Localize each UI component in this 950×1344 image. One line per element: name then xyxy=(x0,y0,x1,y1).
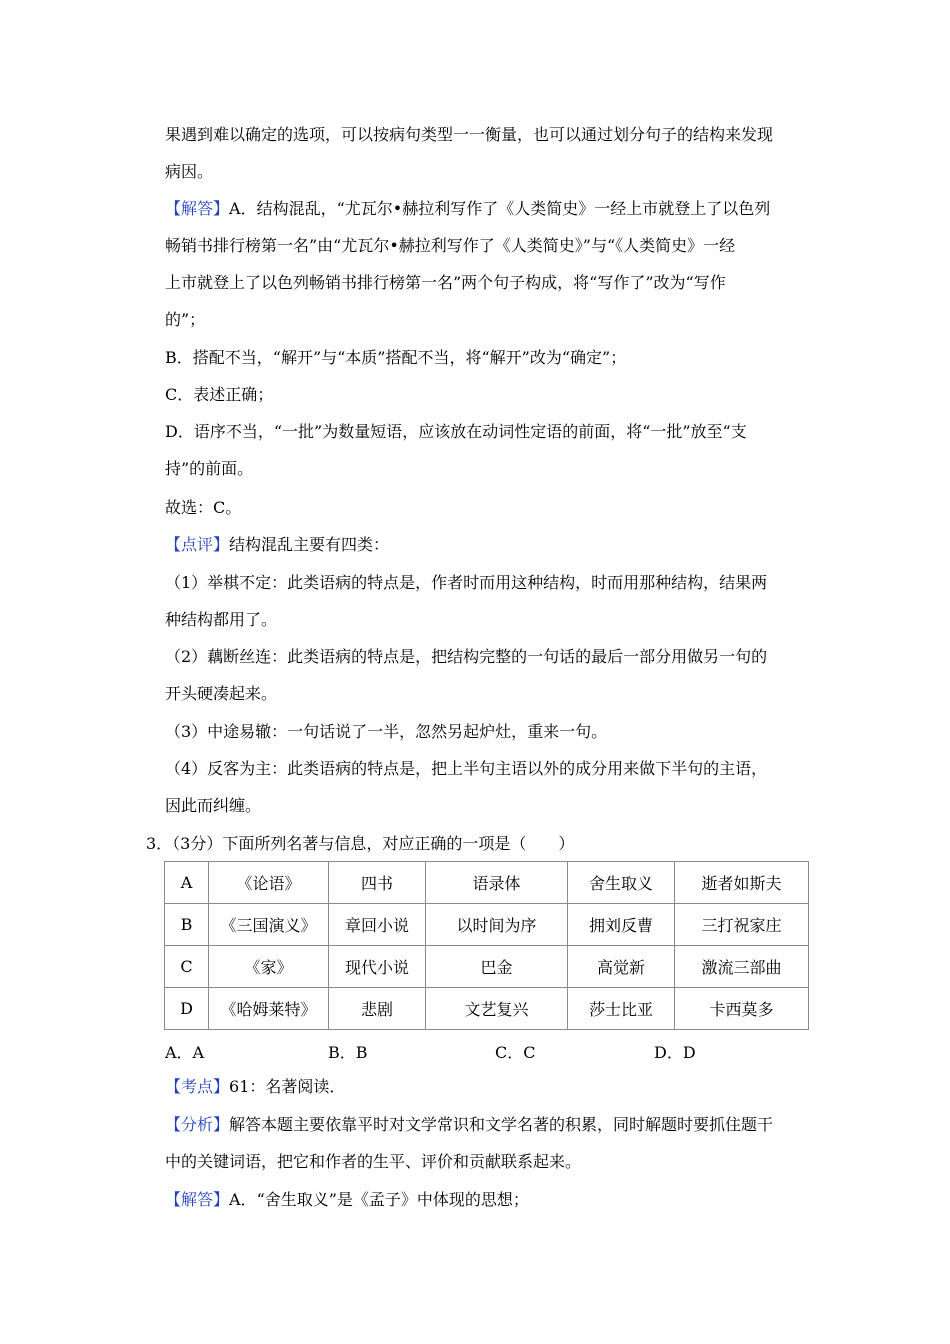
table-cell: 四书 xyxy=(329,862,426,904)
kaodian-tag: 【考点】 xyxy=(165,1077,230,1096)
text-line: 上市就登上了以色列畅销书排行榜第一名”两个句子构成，将“写作了”改为“写作 xyxy=(165,273,726,292)
table-cell: A xyxy=(165,862,209,904)
comment-item-1 xyxy=(165,564,810,638)
text-line: C．表述正确； xyxy=(165,385,274,404)
table-cell: 高觉新 xyxy=(568,946,675,988)
text-segment: 结构混乱主要有四类： xyxy=(229,535,390,554)
table-cell: B xyxy=(165,904,209,946)
table-row xyxy=(165,862,809,904)
text-line: （2）藕断丝连：此类语病的特点是，把结构完整的一句话的最后一部分用做另一句的 xyxy=(165,647,768,666)
text-line: D．语序不当，“一批”为数量短语，应该放在动词性定语的前面，将“一批”放至“支 xyxy=(165,422,747,441)
answer-option-c xyxy=(165,376,810,413)
table-cell: 《家》 xyxy=(209,946,329,988)
options-table xyxy=(164,861,809,1030)
table-cell: 文艺复兴 xyxy=(426,988,568,1030)
table-cell: 激流三部曲 xyxy=(675,946,809,988)
table-cell: 卡西莫多 xyxy=(675,988,809,1030)
comment-item-2 xyxy=(165,638,810,712)
fenxi-tag: 【分析】 xyxy=(165,1115,230,1134)
text-line xyxy=(165,526,810,563)
table-cell: 《论语》 xyxy=(209,862,329,904)
text-line: 病因。 xyxy=(165,162,214,181)
text-line: 开头硬凑起来。 xyxy=(165,684,278,703)
answer-paragraph xyxy=(165,190,810,338)
table-cell: D xyxy=(165,988,209,1030)
table-cell: 以时间为序 xyxy=(426,904,568,946)
choice-c: C．C xyxy=(495,1043,536,1062)
kaodian-paragraph xyxy=(165,1068,810,1105)
question-3-stem: 3．（3分）下面所列名著与信息，对应正确的一项是（ ） xyxy=(146,834,575,853)
text-line: （3）中途易辙：一句话说了一半，忽然另起炉灶，重来一句。 xyxy=(165,722,608,741)
text-segment: A．“舍生取义”是《孟子》中体现的思想； xyxy=(229,1190,529,1209)
fenxi-paragraph xyxy=(165,1106,810,1180)
table-cell: C xyxy=(165,946,209,988)
table-row xyxy=(165,946,809,988)
text-line xyxy=(165,1068,810,1105)
analysis-continuation xyxy=(165,116,810,190)
text-segment: A．结构混乱，“尤瓦尔•赫拉利写作了《人类简史》一经上市就登上了以色列 xyxy=(229,199,771,218)
table-cell: 语录体 xyxy=(426,862,568,904)
table-cell: 三打祝家庄 xyxy=(675,904,809,946)
table-cell: 章回小说 xyxy=(329,904,426,946)
table-cell: 悲剧 xyxy=(329,988,426,1030)
answer-choices xyxy=(165,1040,810,1062)
jieda-tag: 【解答】 xyxy=(165,1190,230,1209)
text-line: 持”的前面。 xyxy=(165,459,254,478)
text-segment: 解答本题主要依靠平时对文学常识和文学名著的积累，同时解题时要抓住题干 xyxy=(229,1115,774,1134)
text-line xyxy=(165,1106,810,1143)
table-cell: 莎士比亚 xyxy=(568,988,675,1030)
comment-tag: 【点评】 xyxy=(165,535,230,554)
table-cell: 《三国演义》 xyxy=(209,904,329,946)
comment-item-3 xyxy=(165,713,810,750)
table-cell: 现代小说 xyxy=(329,946,426,988)
table-row xyxy=(165,904,809,946)
text-line: （4）反客为主：此类语病的特点是，把上半句主语以外的成分用来做下半句的主语， xyxy=(165,759,768,778)
text-line xyxy=(165,1181,810,1218)
jieda-paragraph xyxy=(165,1181,810,1218)
choice-b: B．B xyxy=(328,1043,368,1062)
text-segment: 61：名著阅读． xyxy=(229,1077,346,1096)
comment-item-4 xyxy=(165,750,810,824)
text-line: 中的关键词语，把它和作者的生平、评价和贡献联系起来。 xyxy=(165,1152,582,1171)
table-cell: 巴金 xyxy=(426,946,568,988)
text-line: 果遇到难以确定的选项，可以按病句类型一一衡量，也可以通过划分句子的结构来发现 xyxy=(165,125,774,144)
choice-d: D．D xyxy=(654,1043,696,1062)
text-line: 故选：C。 xyxy=(165,498,242,517)
table-cell: 逝者如斯夫 xyxy=(675,862,809,904)
text-line: B．搭配不当，“解开”与“本质”搭配不当，将“解开”改为“确定”； xyxy=(165,348,627,367)
text-line xyxy=(165,190,810,227)
text-line: 种结构都用了。 xyxy=(165,610,278,629)
choice-a: A．A xyxy=(165,1043,205,1062)
table-row xyxy=(165,988,809,1030)
table-cell: 拥刘反曹 xyxy=(568,904,675,946)
answer-option-d xyxy=(165,413,810,487)
text-line: （1）举棋不定：此类语病的特点是，作者时而用这种结构，时而用那种结构，结果两 xyxy=(165,573,768,592)
answer-conclusion xyxy=(165,489,810,526)
text-line: 因此而纠缠。 xyxy=(165,796,262,815)
text-line: 的”； xyxy=(165,310,206,329)
answer-option-b xyxy=(165,339,810,376)
comment-intro xyxy=(165,526,810,563)
table-cell: 《哈姆莱特》 xyxy=(209,988,329,1030)
answer-tag: 【解答】 xyxy=(165,199,230,218)
text-line: 畅销书排行榜第一名”由“尤瓦尔•赫拉利写作了《人类简史》”与“《人类简史》一经 xyxy=(165,236,736,255)
table-cell: 舍生取义 xyxy=(568,862,675,904)
